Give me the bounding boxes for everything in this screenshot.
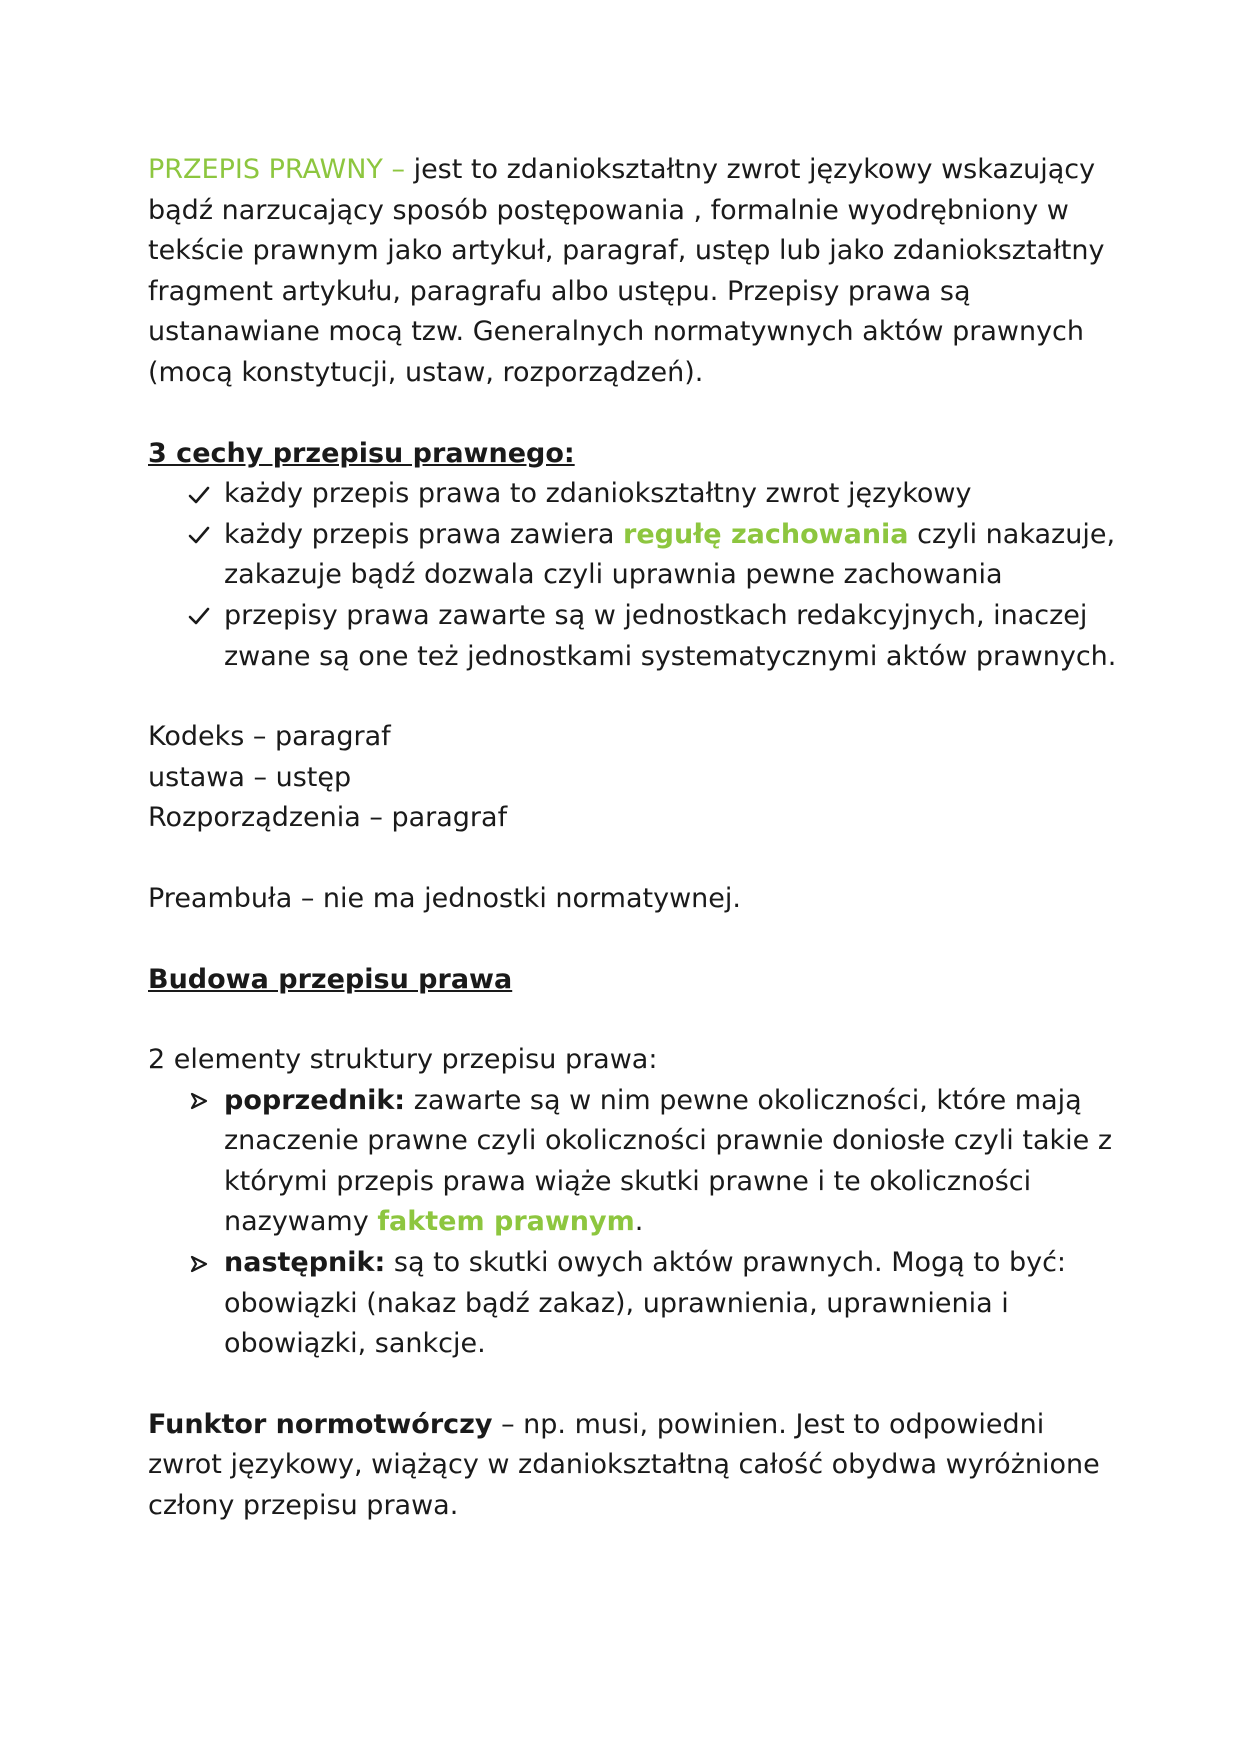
structure-text: są to skutki owych aktów prawnych. Mogą to być: obowiązki (nakaz bądź zakaz), uprawnienia, uprawnienia i obowiązki, sankcje. bbox=[224, 1247, 1067, 1360]
list-item bbox=[148, 474, 1120, 515]
feature-text: każdy przepis prawa zawiera bbox=[224, 518, 624, 550]
checkmark-icon bbox=[184, 515, 214, 556]
structure-text: zawarte są w nim pewne okoliczności, które mają znaczenie prawne czyli okoliczności prawnie doniosłe czyli takie z którymi przepis prawa wiąże skutki prawne i te okoliczności nazywamy bbox=[224, 1084, 1112, 1238]
checkmark-icon bbox=[184, 474, 214, 515]
list-item bbox=[148, 1081, 1120, 1243]
functor-label: Funktor normotwórczy bbox=[148, 1408, 493, 1440]
features-list bbox=[148, 474, 1120, 677]
list-item bbox=[148, 515, 1120, 596]
arrowhead-bullet-icon bbox=[184, 1081, 214, 1122]
preamble-line: Preambuła – nie ma jednostki normatywnej. bbox=[148, 882, 741, 914]
functor-text: – np. musi, powinien. Jest to odpowiedni zwrot językowy, wiążący w zdaniokształtną całość obydwa wyróżnione człony przepisu prawa. bbox=[148, 1408, 1100, 1522]
functor-paragraph bbox=[148, 1405, 1120, 1527]
feature-text: każdy przepis prawa to zdaniokształtny zwrot językowy bbox=[224, 478, 972, 510]
units-line: Rozporządzenia – paragraf bbox=[148, 802, 508, 834]
list-item bbox=[148, 1243, 1120, 1365]
structure-intro: 2 elementy struktury przepisu prawa: bbox=[148, 1044, 658, 1076]
structure-text-end: . bbox=[634, 1206, 644, 1238]
structure-list bbox=[148, 1081, 1120, 1365]
intro-term: PRZEPIS PRAWNY – bbox=[148, 154, 405, 185]
feature-text: przepisy prawa zawarte są w jednostkach redakcyjnych, inaczej zwane są one też jednostkami systematycznymi aktów prawnych. bbox=[224, 599, 1117, 672]
arrowhead-bullet-icon bbox=[184, 1243, 214, 1284]
units-line: Kodeks – paragraf bbox=[148, 721, 391, 753]
feature-text: czyli nakazuje, zakazuje bądź dozwala czyli uprawnia pewne zachowania bbox=[224, 518, 1116, 591]
structure-label: następnik: bbox=[224, 1247, 386, 1279]
features-heading: 3 cechy przepisu prawnego: bbox=[148, 437, 575, 469]
intro-text: jest to zdaniokształtny zwrot językowy wskazujący bądź narzucający sposób postępowania , formalnie wyodrębniony w tekście prawnym jako artykuł, paragraf, ustęp lub jako zdaniokształtny fragment artykułu, paragrafu albo ustępu. Przepisy prawa są ustanawiane mocą tzw. Generalnych normatywnych aktów prawnych (mocą konstytucji, ustaw, rozporządzeń). bbox=[148, 154, 1105, 388]
units-line: ustawa – ustęp bbox=[148, 761, 352, 793]
structure-heading: Budowa przepisu prawa bbox=[148, 963, 513, 995]
list-item bbox=[148, 596, 1120, 677]
intro-paragraph bbox=[148, 150, 1120, 394]
feature-highlight: regułę zachowania bbox=[623, 518, 909, 550]
structure-label: poprzednik: bbox=[224, 1084, 406, 1116]
structure-highlight: faktem prawnym bbox=[377, 1206, 635, 1238]
checkmark-icon bbox=[184, 596, 214, 637]
